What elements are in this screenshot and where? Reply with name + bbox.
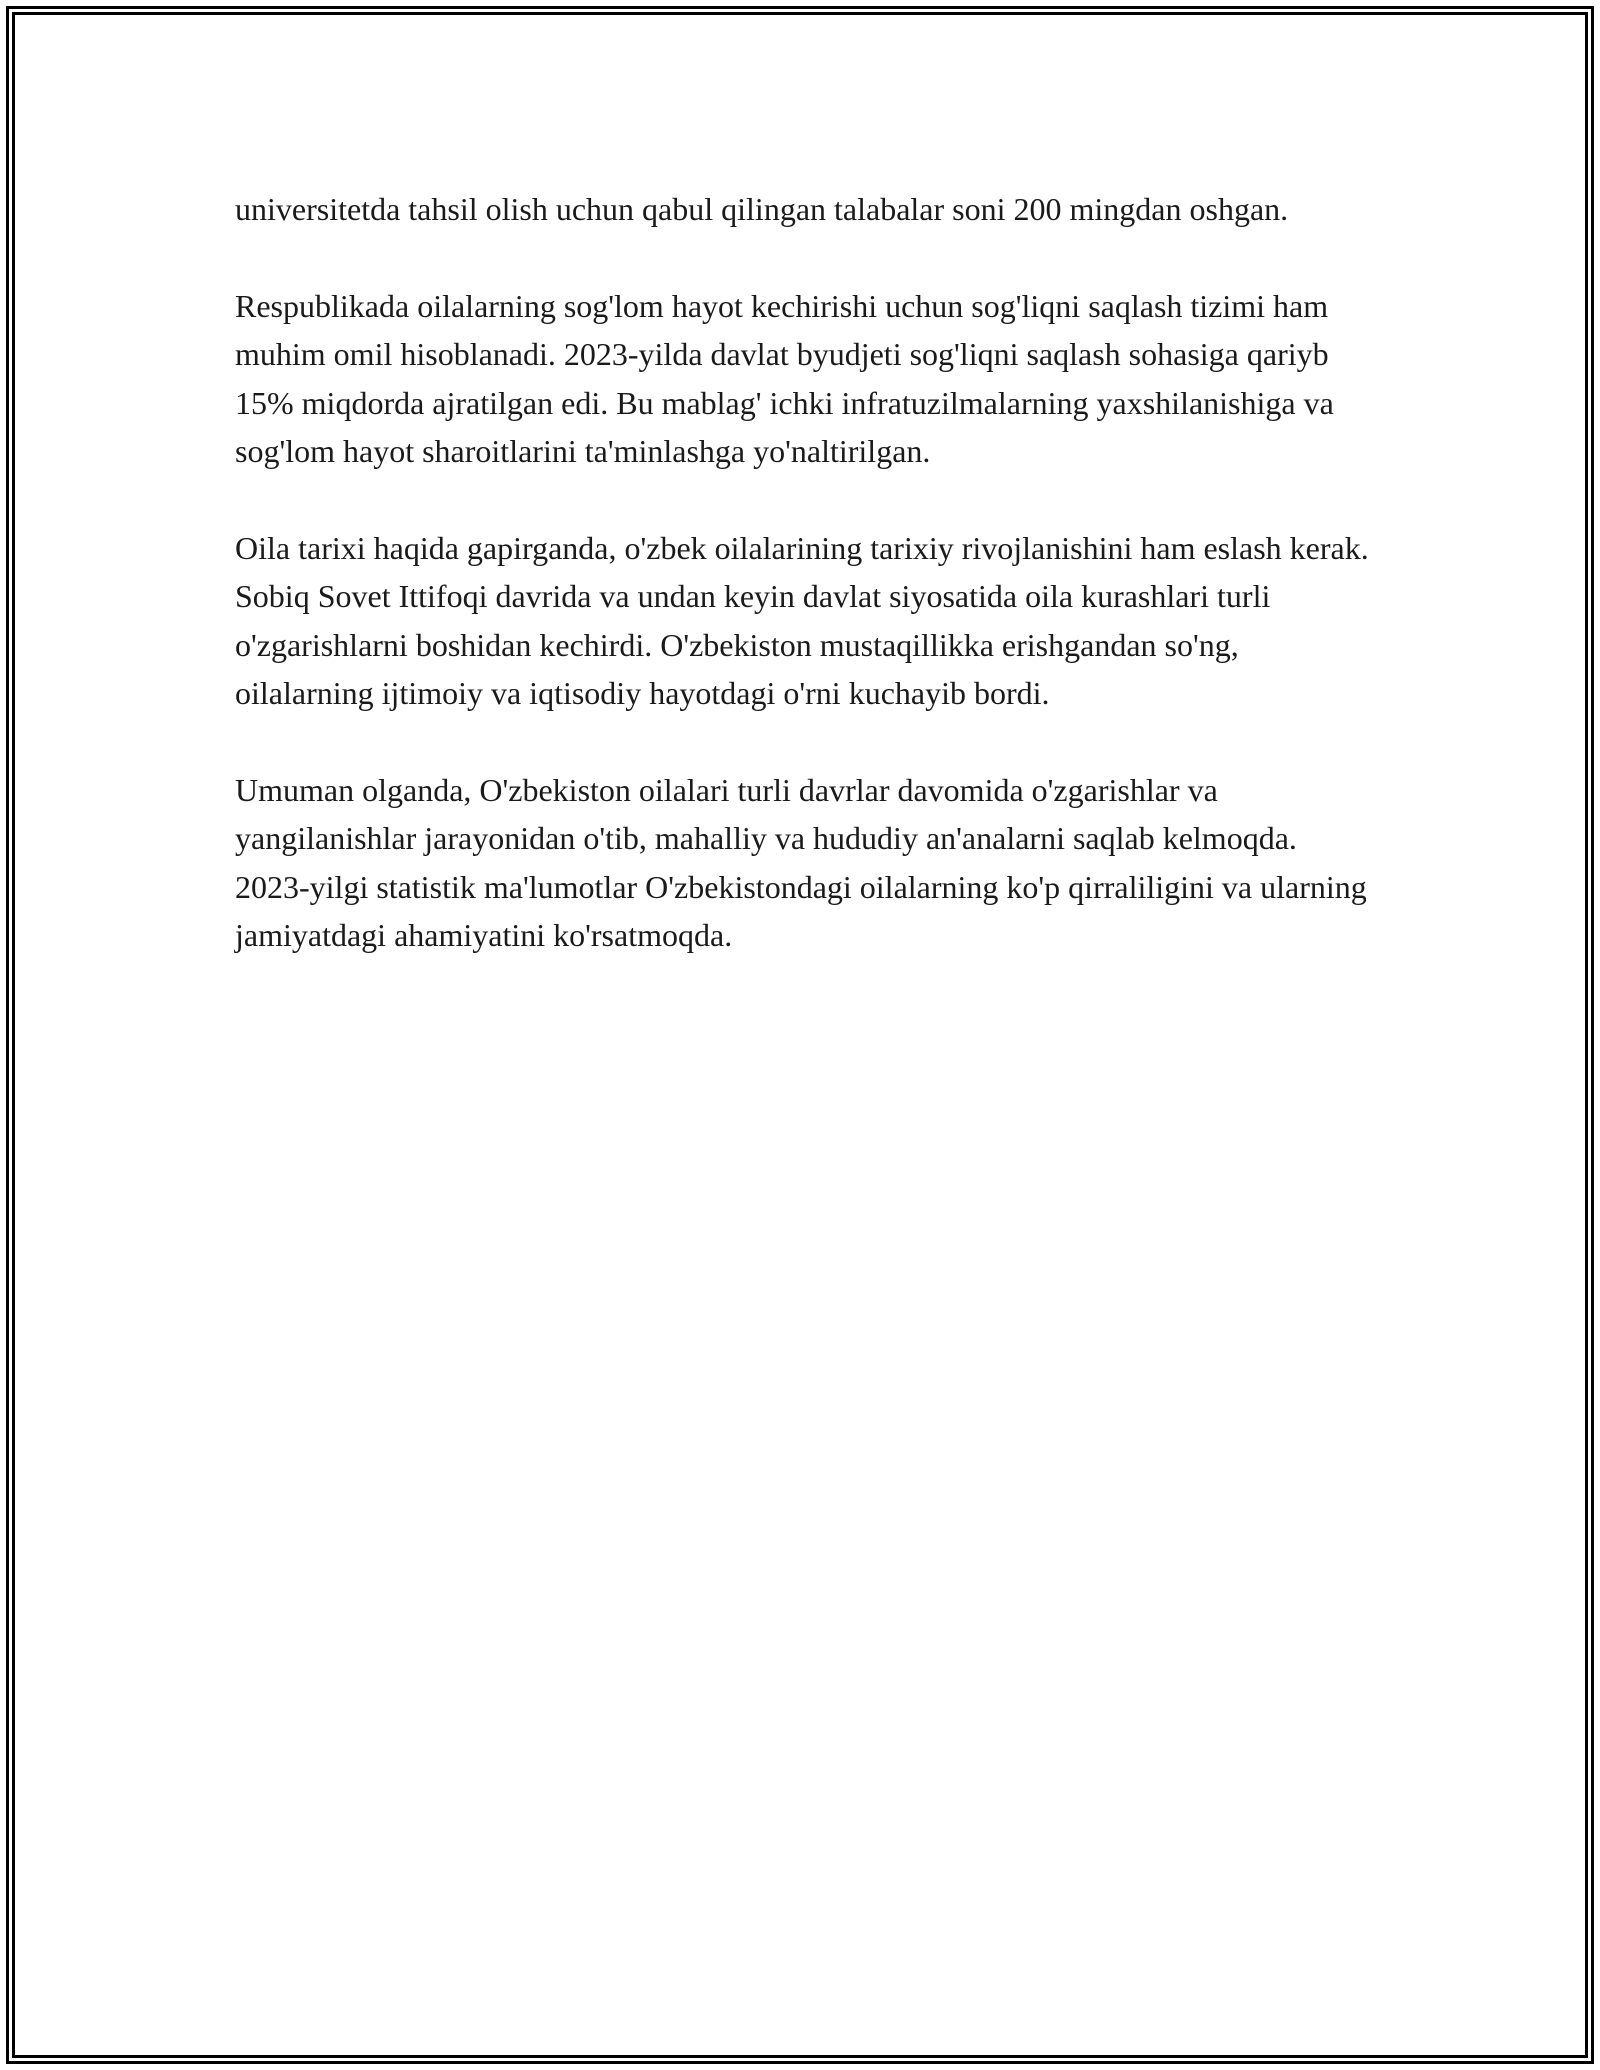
paragraph-healthcare: Respublikada oilalarning sog'lom hayot kechirishi uchun sog'liqni saqlash tizimi ham muhim omil hisoblanadi. 2023-yilda davlat byudjeti sog'liqni saqlash sohasiga qariyb 15% miqdorda ajratilgan edi. Bu mablag' ichki infratuzilmalarning yaxshilanishiga va sog'lom hayot sharoitlarini ta'minlashga yo'naltirilgan. (235, 287, 1334, 469)
paragraph-family-history: Oila tarixi haqida gapirganda, o'zbek oilalarining tarixiy rivojlanishini ham eslash kerak. Sobiq Sovet Ittifoqi davrida va undan keyin davlat siyosatida oila kurashlari turli o'zgarishlarni boshidan kechirdi. O'zbekiston mustaqillikka erishgandan so'ng, oilalarning ijtimoiy va iqtisodiy hayotdagi o'rni kuchayib bordi. (235, 529, 1369, 711)
paragraph-university-admissions: universitetda tahsil olish uchun qabul qilingan talabalar soni 200 mingdan oshgan. (235, 191, 1289, 227)
document-body (235, 185, 1375, 1008)
paragraph-conclusion: Umuman olganda, O'zbekiston oilalari turli davrlar davomida o'zgarishlar va yangilanishlar jarayonidan o'tib, mahalliy va hududiy an'analarni saqlab kelmoqda. 2023-yilgi statistik ma'lumotlar O'zbekistondagi oilalarning ko'p qirraliligini va ularning jamiyatdagi ahamiyatini ko'rsatmoqda. (235, 771, 1367, 953)
